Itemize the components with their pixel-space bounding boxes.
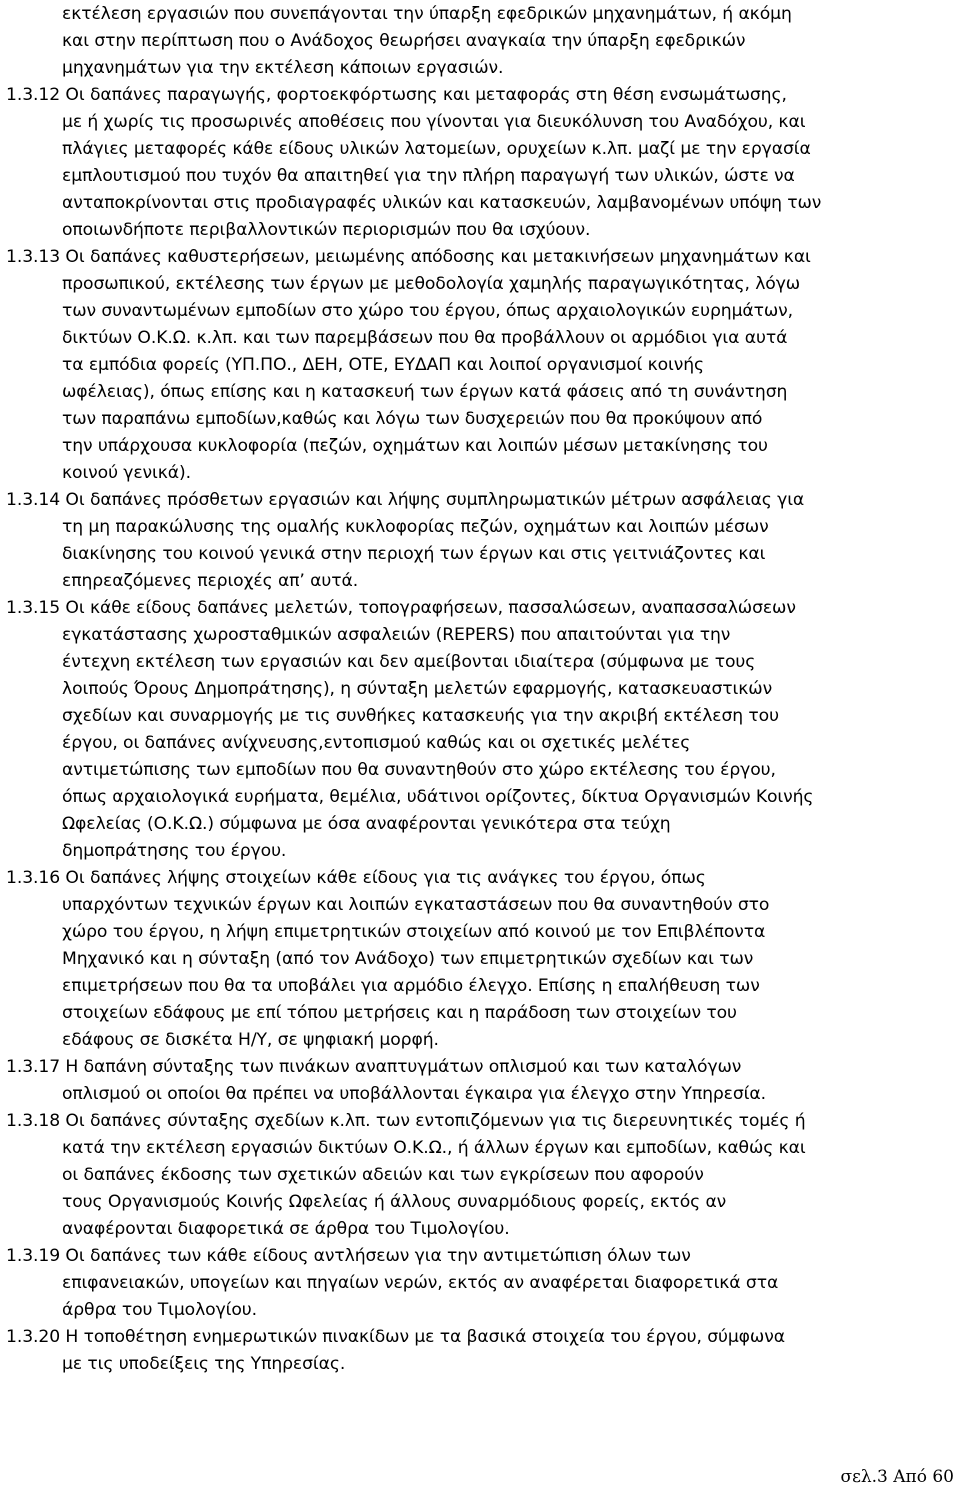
body-text-line: άρθρα του Τιμολογίου. xyxy=(62,1300,257,1320)
body-text-line: οποιωνδήποτε περιβαλλοντικών περιορισμών που θα ισχύουν. xyxy=(62,220,591,240)
section-heading-line: 1.3.18 Οι δαπάνες σύνταξης σχεδίων κ.λπ. των εντοπιζόμενων για τις διερευνητικές τομές ή xyxy=(6,1111,806,1131)
body-text-line: εδάφους σε δισκέτα Η/Υ, σε ψηφιακή μορφή. xyxy=(62,1030,439,1050)
body-text-line: εκτέλεση εργασιών που συνεπάγονται την ύπαρξη εφεδρικών μηχανημάτων, ή ακόμη xyxy=(62,4,792,24)
body-text-line: χώρο του έργου, η λήψη επιμετρητικών στοιχείων από κοινού με τον Επιβλέποντα xyxy=(62,922,766,942)
body-text-line: τα εμπόδια φορείς (ΥΠ.ΠΟ., ΔΕΗ, ΟΤΕ, ΕΥΔΑΠ και λοιποί οργανισμοί κοινής xyxy=(62,355,705,375)
body-text-line: έργου, οι δαπάνες ανίχνευσης,εντοπισμού καθώς και οι σχετικές μελέτες xyxy=(62,733,691,753)
body-text-line: ανταποκρίνονται στις προδιαγραφές υλικών και κατασκευών, λαμβανομένων υπόψη των xyxy=(62,193,822,213)
body-text-line: αναφέρονται διαφορετικά σε άρθρα του Τιμολογίου. xyxy=(62,1219,510,1239)
body-text-line: τη μη παρακώλυσης της ομαλής κυκλοφορίας πεζών, οχημάτων και λοιπών μέσων xyxy=(62,517,769,537)
body-text-line: των παραπάνω εμποδίων,καθώς και λόγω των δυσχερειών που θα προκύψουν από xyxy=(62,409,763,429)
body-text-line: δημοπράτησης του έργου. xyxy=(62,841,287,861)
body-text-line: Μηχανικό και η σύνταξη (από τον Ανάδοχο) των επιμετρητικών σχεδίων και των xyxy=(62,949,754,969)
body-text-line: με τις υποδείξεις της Υπηρεσίας. xyxy=(62,1354,346,1374)
body-text-line: υπαρχόντων τεχνικών έργων και λοιπών εγκαταστάσεων που θα συναντηθούν στο xyxy=(62,895,770,915)
body-text-line: διακίνησης του κοινού γενικά στην περιοχή των έργων και στις γειτνιάζοντες και xyxy=(62,544,766,564)
body-text-line: στοιχείων εδάφους με επί τόπου μετρήσεις και η παράδοση των στοιχείων του xyxy=(62,1003,737,1023)
body-text-line: και στην περίπτωση που ο Ανάδοχος θεωρήσει αναγκαία την ύπαρξη εφεδρικών xyxy=(62,31,746,51)
body-text-line: Ωφελείας (Ο.Κ.Ω.) σύμφωνα με όσα αναφέρονται γενικότερα στα τεύχη xyxy=(62,814,671,834)
body-text-line: λοιπούς Όρους Δημοπράτησης), η σύνταξη μελετών εφαρμογής, κατασκευαστικών xyxy=(62,679,773,699)
body-text-line: με ή χωρίς τις προσωρινές αποθέσεις που γίνονται για διευκόλυνση του Αναδόχου, και xyxy=(62,112,806,132)
body-text-line: εμπλουτισμού που τυχόν θα απαιτηθεί για την πλήρη παραγωγή των υλικών, ώστε να xyxy=(62,166,795,186)
body-text-line: αντιμετώπισης των εμποδίων που θα συναντηθούν στο χώρο εκτέλεσης του έργου, xyxy=(62,760,776,780)
body-text-line: οπλισμού οι οποίοι θα πρέπει να υποβάλλονται έγκαιρα για έλεγχο στην Υπηρεσία. xyxy=(62,1084,766,1104)
body-text-line: προσωπικού, εκτέλεσης των έργων με μεθοδολογία χαμηλής παραγωγικότητας, λόγω xyxy=(62,274,801,294)
body-text-line: εγκατάστασης χωροσταθμικών ασφαλειών (REPERS) που απαιτούνται για την xyxy=(62,625,731,645)
body-text-line: επιφανειακών, υπογείων και πηγαίων νερών, εκτός αν αναφέρεται διαφορετικά στα xyxy=(62,1273,779,1293)
section-heading-line: 1.3.17 Η δαπάνη σύνταξης των πινάκων αναπτυγμάτων οπλισμού και των καταλόγων xyxy=(6,1057,742,1077)
body-text-line: επιμετρήσεων που θα τα υποβάλει για αρμόδιο έλεγχο. Επίσης η επαλήθευση των xyxy=(62,976,760,996)
section-heading-line: 1.3.20 Η τοποθέτηση ενημερωτικών πινακίδων με τα βασικά στοιχεία του έργου, σύμφωνα xyxy=(6,1327,785,1347)
body-text-line: των συναντωμένων εμποδίων στο χώρο του έργου, όπως αρχαιολογικών ευρημάτων, xyxy=(62,301,794,321)
section-heading-line: 1.3.13 Οι δαπάνες καθυστερήσεων, μειωμένης απόδοσης και μετακινήσεων μηχανημάτων και xyxy=(6,247,811,267)
body-text-line: πλάγιες μεταφορές κάθε είδους υλικών λατομείων, ορυχείων κ.λπ. μαζί με την εργασία xyxy=(62,139,811,159)
body-text-line: κοινού γενικά). xyxy=(62,463,191,483)
body-text-line: όπως αρχαιολογικά ευρήματα, θεμέλια, υδάτινοι ορίζοντες, δίκτυα Οργανισμών Κοινής xyxy=(62,787,814,807)
section-heading-line: 1.3.16 Οι δαπάνες λήψης στοιχείων κάθε είδους για τις ανάγκες του έργου, όπως xyxy=(6,868,706,888)
body-text-line: τους Οργανισμούς Κοινής Ωφελείας ή άλλους συναρμόδιους φορείς, εκτός αν xyxy=(62,1192,727,1212)
body-text-line: οι δαπάνες έκδοσης των σχετικών αδειών και των εγκρίσεων που αφορούν xyxy=(62,1165,704,1185)
body-text-line: κατά την εκτέλεση εργασιών δικτύων Ο.Κ.Ω., ή άλλων έργων και εμποδίων, καθώς και xyxy=(62,1138,806,1158)
body-text-line: επηρεαζόμενες περιοχές απ’ αυτά. xyxy=(62,571,359,591)
body-text-line: έντεχνη εκτέλεση των εργασιών και δεν αμείβονται ιδιαίτερα (σύμφωνα με τους xyxy=(62,652,756,672)
page-number-footer: σελ.3 Από 60 xyxy=(840,1467,954,1487)
section-heading-line: 1.3.14 Οι δαπάνες πρόσθετων εργασιών και λήψης συμπληρωματικών μέτρων ασφάλειας για xyxy=(6,490,805,510)
body-text-line: ωφέλειας), όπως επίσης και η κατασκευή των έργων κατά φάσεις από τη συνάντηση xyxy=(62,382,788,402)
section-heading-line: 1.3.15 Οι κάθε είδους δαπάνες μελετών, τοπογραφήσεων, πασσαλώσεων, αναπασσαλώσεων xyxy=(6,598,796,618)
body-text-line: μηχανημάτων για την εκτέλεση κάποιων εργασιών. xyxy=(62,58,504,78)
body-text-line: σχεδίων και συναρμογής με τις συνθήκες κατασκευής για την ακριβή εκτέλεση του xyxy=(62,706,779,726)
body-text-line: την υπάρχουσα κυκλοφορία (πεζών, οχημάτων και λοιπών μέσων μετακίνησης του xyxy=(62,436,768,456)
body-text-line: δικτύων Ο.Κ.Ω. κ.λπ. και των παρεμβάσεων που θα προβάλλουν οι αρμόδιοι για αυτά xyxy=(62,328,788,348)
section-heading-line: 1.3.19 Οι δαπάνες των κάθε είδους αντλήσεων για την αντιμετώπιση όλων των xyxy=(6,1246,691,1266)
section-heading-line: 1.3.12 Οι δαπάνες παραγωγής, φορτοεκφόρτωσης και μεταφοράς στη θέση ενσωμάτωσης, xyxy=(6,85,787,105)
